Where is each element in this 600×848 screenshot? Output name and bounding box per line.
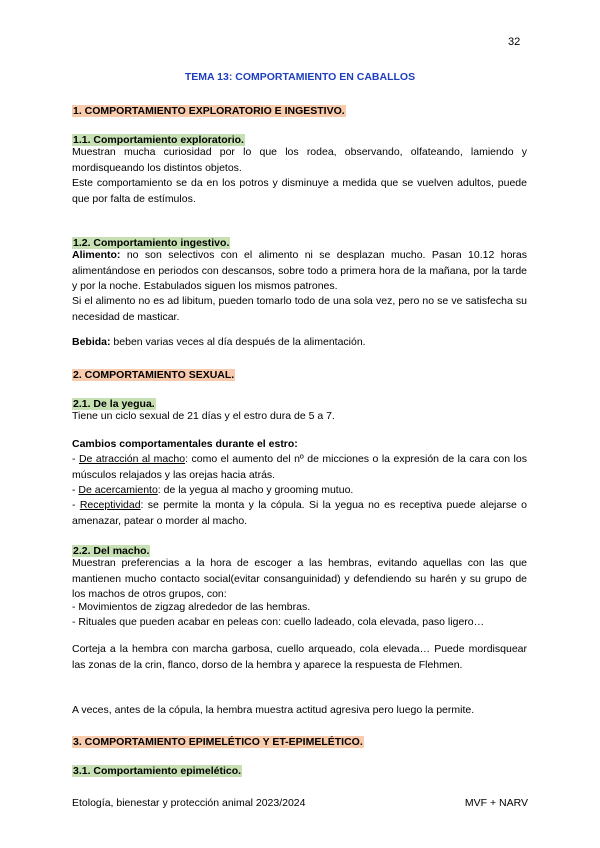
section-3-heading-text: 3. COMPORTAMIENTO EPIMELÉTICO Y ET-EPIMELÉTICO. [73,736,363,748]
section-2-heading-text: 2. COMPORTAMIENTO SEXUAL. [73,369,235,381]
section-1-heading [72,101,346,119]
cambios-item-3-text: : se permite la monta y la cópula. Si la yegua no es receptiva puede alejarse o amenazar, patear o morder al macho. [72,499,527,527]
section-2-2-paragraph-2: Corteja a la hembra con marcha garbosa, cuello arqueado, cola elevada… Puede mordisquear las zonas de la crin, flanco, dorso de la hembra y aparece la respuesta de Flehmen. [72,643,527,671]
footer-right: MVF + NARV [464,797,528,809]
cambios-item-3-dash: - [72,499,80,511]
cambios-item-2-label: De acercamiento [78,484,158,496]
section-3-1-heading-text: 3.1. Comportamiento epimelético. [73,765,242,777]
cambios-item-1 [72,452,527,483]
section-3-1-heading [72,761,242,779]
cambios-item-2-dash: - [72,484,79,496]
document-title: TEMA 13: COMPORTAMIENTO EN CABALLOS [184,71,416,83]
macho-list-item-2: - Rituales que pueden acabar en peleas con: cuello ladeado, cola elevada, paso ligero… [72,616,485,628]
section-1-2-heading-text: 1.2. Comportamiento ingestivo. [73,237,230,249]
alimento-label: Alimento: [72,249,121,261]
section-1-2-paragraph-2: Si el alimento no es ad libitum, pueden tomarlo todo de una sola vez, pero no se ve satisfecha su necesidad de masticar. [72,295,527,323]
cambios-item-2-text: : de la yegua al macho y grooming mutuo. [157,484,354,496]
cambios-item-2 [72,483,527,499]
section-2-1-heading-text: 2.1. De la yegua. [73,398,155,410]
cambios-item-3 [72,498,527,529]
bebida-label: Bebida: [72,336,111,348]
alimento-paragraph [72,248,527,295]
cambios-item-1-label: De atracción al macho [78,453,186,465]
cambios-item-1-text: : como el aumento del nº de micciones o la expresión de la cara con los músculos relajados y las orejas hacia atrás. [72,453,527,481]
section-2-2-heading-text: 2.2. Del macho. [73,545,150,557]
cambios-heading [72,437,527,453]
section-3-heading [72,732,364,750]
alimento-text: no son selectivos con el alimento ni se desplazan mucho. Pasan 10.12 horas alimentándose en periodos con descansos, sobre todo a primera hora de la mañana, por la tarde y por la noche. Estabulados siguen los mismos patrones. [72,249,527,292]
bebida-text: beben varias veces al día después de la alimentación. [110,336,366,348]
section-2-heading [72,365,235,383]
bebida-paragraph [72,335,527,351]
section-1-1-paragraph-1: Muestran mucha curiosidad por lo que los rodea, observando, olfateando, lamiendo y mordisqueando los distintos objetos. [72,146,527,174]
cambios-item-1-dash: - [72,453,79,465]
section-2-1-paragraph-1: Tiene un ciclo sexual de 21 días y el estro dura de 5 a 7. [72,410,335,422]
section-1-heading-text: 1. COMPORTAMIENTO EXPLORATORIO E INGESTIVO. [73,105,345,117]
cambios-heading-text: Cambios comportamentales durante el estro: [72,438,298,450]
section-2-2-paragraph-1: Muestran preferencias a la hora de escoger a las hembras, evitando aquellas con las que mantienen mucho contacto social(evitar consanguinidad) y defendiendo su harén y su grupo de los machos de otros grupos, con: [72,557,527,600]
macho-list-item-1: - Movimientos de zigzag alrededor de las hembras. [72,601,311,613]
page-number: 32 [508,36,521,48]
section-1-1-paragraph-2: Este comportamiento se da en los potros y disminuye a medida que se vuelven adultos, puede que por falta de estímulos. [72,177,527,205]
section-1-1-heading-text: 1.1. Comportamiento exploratorio. [73,134,244,146]
footer-left: Etología, bienestar y protección animal 2023/2024 [72,797,306,809]
cambios-item-3-label: Receptividad [79,499,141,511]
section-2-2-paragraph-3: A veces, antes de la cópula, la hembra muestra actitud agresiva pero luego la permite. [72,704,475,716]
